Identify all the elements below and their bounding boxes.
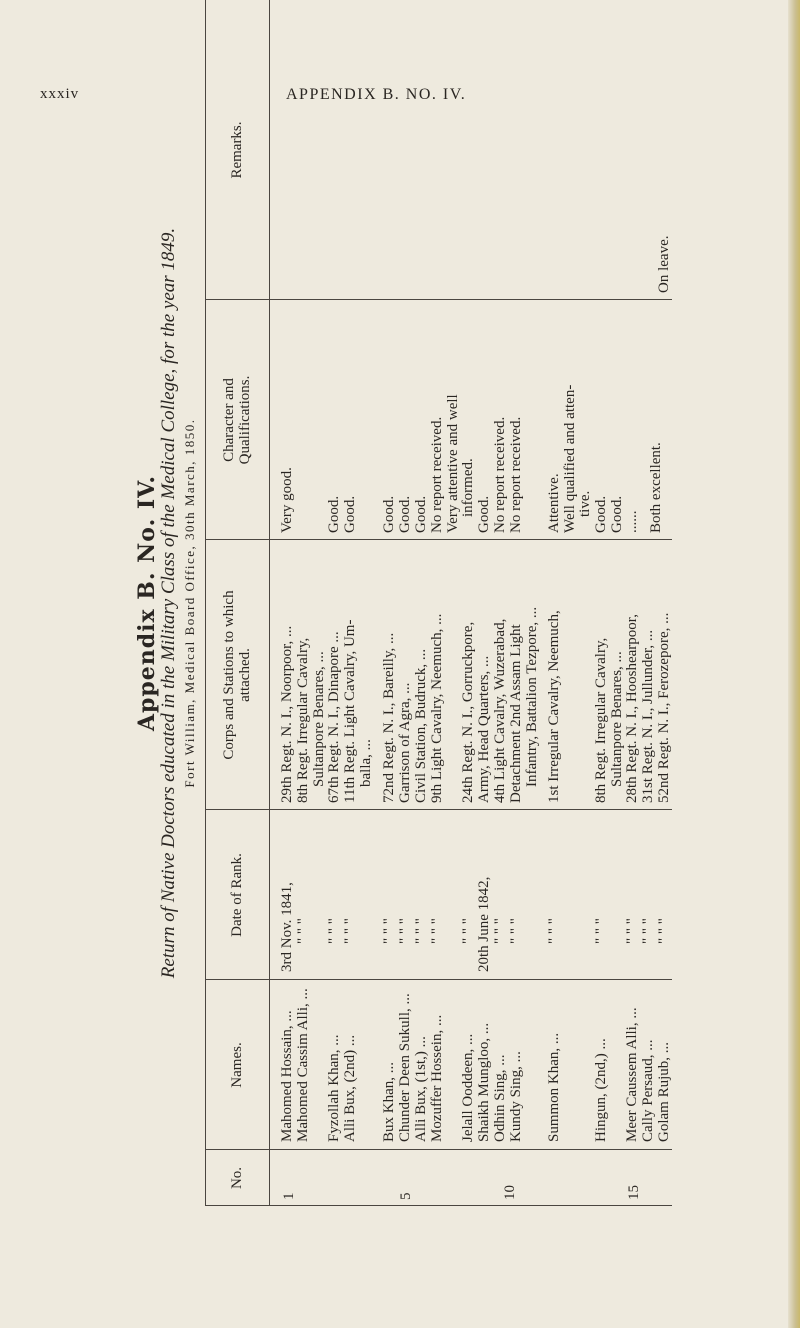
date-cell: " " " [656, 918, 672, 944]
character-cell: Good. [381, 495, 397, 533]
name-cell: Summon Khan, ... [546, 1032, 562, 1142]
running-head: APPENDIX B. NO. IV. [286, 86, 467, 103]
corps-cell: 24th Regt. N. I., Gorruckpore, [460, 621, 476, 803]
return-title: Return of Native Doctors educated in the Military Class of the Medical College, for the year 1849. [158, 227, 179, 979]
date-cell: " " " [640, 918, 656, 944]
character-cell: No report received. [429, 416, 445, 533]
corps-cell: 29th Regt. N. I., Noorpoor, ... [279, 625, 295, 803]
date-cell: " " " [342, 918, 358, 944]
character-cell: informed. [460, 458, 476, 517]
page-number: xxxiv [40, 86, 80, 102]
column-rule [205, 1205, 672, 1206]
row-number: 5 [398, 1192, 414, 1200]
column-rule [205, 979, 672, 980]
character-cell: Good. [593, 495, 609, 533]
character-cell: Good. [326, 495, 342, 533]
page-edge [788, 0, 800, 1328]
header-no: No. [229, 1166, 245, 1190]
rotated-table-block [132, 0, 672, 1206]
name-cell: Fyzollah Khan, ... [326, 1034, 342, 1142]
column-rule [205, 1149, 672, 1150]
name-cell: Bux Khan, ... [381, 1062, 397, 1142]
name-cell: Chunder Deen Sukull, ... [397, 993, 413, 1142]
date-cell: " " " [429, 918, 445, 944]
name-cell: Meer Caussem Alli, ... [624, 1007, 640, 1142]
character-cell: Both excellent. [648, 442, 664, 533]
corps-cell: 52nd Regt. N. I., Ferozepore, ... [656, 612, 672, 803]
appendix-heading: Appendix B. No. IV. [134, 474, 160, 732]
character-cell: ...... [624, 510, 640, 533]
corps-cell: Sultanpore Benares, ... [311, 651, 327, 787]
corps-cell: Sultanpore Benares, ... [609, 651, 625, 787]
corps-cell: 31st Regt. N. I., Jullunder, ... [640, 629, 656, 803]
corps-cell: 8th Regt. Irregular Cavalry, [593, 637, 609, 803]
corps-cell: 28th Regt. N. I., Hooshearpoor, [624, 614, 640, 803]
header-rule [269, 0, 270, 1206]
corps-cell: Infantry, Battalion Tezpore, ... [524, 606, 540, 787]
date-cell: 20th June 1842, [476, 876, 492, 972]
character-cell: Very attentive and well [445, 394, 461, 533]
corps-cell: 72nd Regt. N. I., Bareilly, ... [381, 632, 397, 803]
date-cell: 3rd Nov. 1841, [279, 882, 295, 972]
date-cell: " " " [460, 918, 476, 944]
row-number: 1 [281, 1192, 297, 1200]
corps-cell: 9th Light Cavalry, Neemuch, ... [429, 613, 445, 803]
character-cell: Very good. [279, 467, 295, 533]
name-cell: Kundy Sing, ... [508, 1051, 524, 1142]
character-cell: tive. [577, 490, 593, 517]
header-corps-stations: Corps and Stations to which attached. [221, 590, 253, 760]
name-cell: Golam Rujub, ... [656, 1042, 672, 1142]
corps-cell: Army, Head Quarters, ... [476, 655, 492, 803]
character-cell: Well qualified and atten- [562, 384, 578, 533]
row-number: 10 [502, 1185, 518, 1200]
name-cell: Shaikh Mungloo, ... [476, 1022, 492, 1142]
name-cell: Mahomed Hossain, ... [279, 1010, 295, 1142]
character-cell: Good. [476, 495, 492, 533]
corps-cell: 11th Regt. Light Cavalry, Um- [342, 619, 358, 803]
header-character: Character and Qualifications. [221, 375, 253, 465]
column-rule [205, 299, 672, 300]
corps-cell: 67th Regt. N. I., Dinapore ... [326, 631, 342, 803]
corps-cell: 1st Irregular Cavalry, Neemuch, [546, 610, 562, 803]
date-cell: " " " [546, 918, 562, 944]
date-cell: " " " [326, 918, 342, 944]
name-cell: Mahomed Cassim Alli, ... [295, 988, 311, 1142]
row-number: 15 [626, 1185, 642, 1200]
date-cell: " " " [492, 918, 508, 944]
remarks-cell: On leave. [656, 235, 672, 293]
name-cell: Hingun, (2nd,) ... [593, 1038, 609, 1142]
column-rule [205, 809, 672, 810]
character-cell: Good. [397, 495, 413, 533]
date-cell: " " " [413, 918, 429, 944]
character-cell: No report received. [492, 416, 508, 533]
date-cell: " " " [624, 918, 640, 944]
character-cell: Good. [609, 495, 625, 533]
corps-cell: 8th Regt. Irregular Cavalry, [295, 637, 311, 803]
name-cell: Cally Persaud, ... [640, 1039, 656, 1142]
date-cell: " " " [381, 918, 397, 944]
office-line: Fort William, Medical Board Office, 30th March, 1850. [182, 418, 197, 788]
name-cell: Jelall Ooddeen, ... [460, 1033, 476, 1142]
name-cell: Alli Bux, (1st,) ... [413, 1036, 429, 1142]
header-names: Names. [229, 1042, 245, 1088]
corps-cell: Detachment 2nd Assam Light [508, 624, 524, 803]
date-cell: " " " [397, 918, 413, 944]
name-cell: Alli Bux, (2nd) ... [342, 1034, 358, 1142]
corps-cell: Civil Station, Budruck, ... [413, 648, 429, 803]
character-cell: Good. [413, 495, 429, 533]
character-cell: No report received. [508, 416, 524, 533]
return-table [205, 0, 672, 1206]
date-cell: " " " [508, 918, 524, 944]
character-cell: Good. [342, 495, 358, 533]
date-cell: " " " [593, 918, 609, 944]
corps-cell: balla, ... [358, 739, 374, 787]
character-cell: Attentive. [546, 473, 562, 533]
name-cell: Odhin Sing, ... [492, 1054, 508, 1142]
header-remarks: Remarks. [229, 121, 245, 179]
date-cell: " " " [295, 918, 311, 944]
corps-cell: 4th Light Cavalry, Wuzerabad, [492, 618, 508, 803]
column-rule [205, 539, 672, 540]
corps-cell: Garrison of Agra, ... [397, 682, 413, 803]
title-block [132, 0, 202, 1206]
name-cell: Mozuffer Hossein, ... [429, 1014, 445, 1142]
header-date-of-rank: Date of Rank. [229, 853, 245, 937]
